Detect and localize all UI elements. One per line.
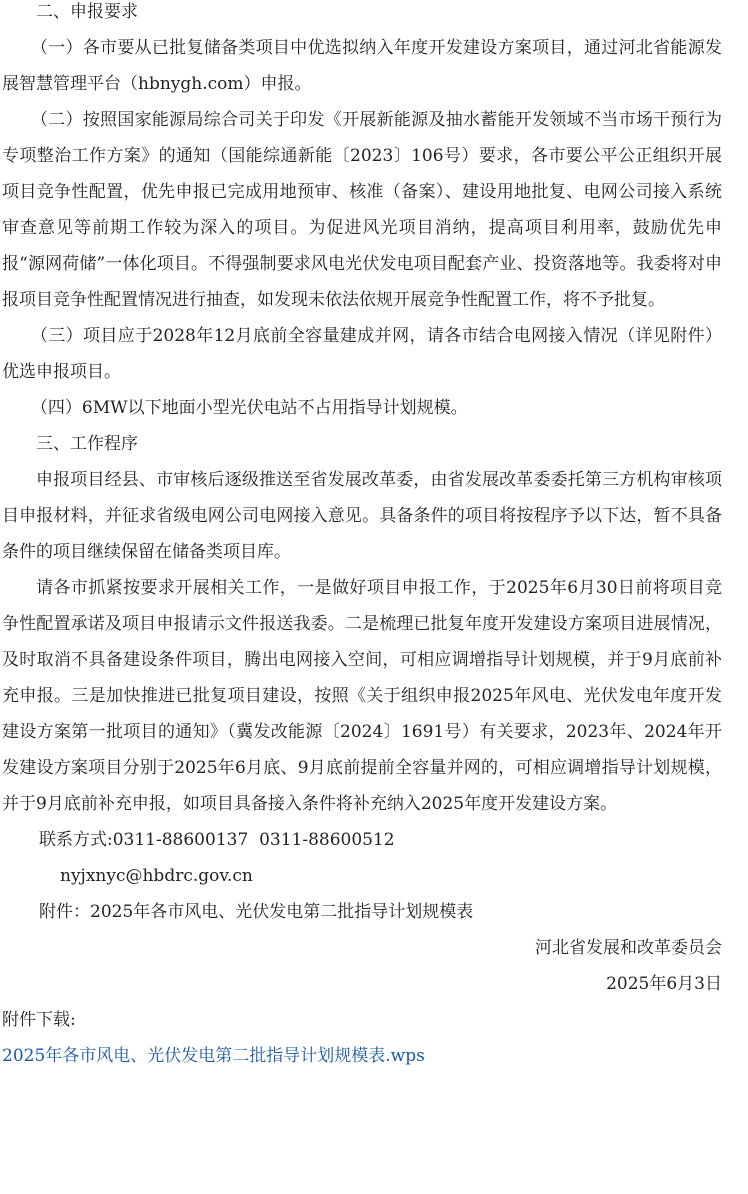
attachment-download-row — [2, 1038, 722, 1074]
section-heading-procedure: 三、工作程序 — [36, 434, 138, 454]
procedure-paragraph-1: 申报项目经县、市审核后逐级推送至省发展改革委，由省发展改革委委托第三方机构审核项目申报材料，并征求省级电网公司电网接入意见。具备条件的项目将按程序予以下达，暂不具备条件的项目继续保留在储备类项目库。 — [2, 470, 722, 562]
attachment-note: 附件：2025年各市风电、光伏发电第二批指导计划规模表 — [39, 902, 474, 922]
attachment-download-link[interactable]: 2025年各市风电、光伏发电第二批指导计划规模表.wps — [2, 1046, 425, 1066]
contact-email: nyjxnyc@hbdrc.gov.cn — [60, 866, 253, 886]
requirement-item-3: （三）项目应于2028年12月底前全容量建成并网，请各市结合电网接入情况（详见附件）优选申报项目。 — [2, 326, 722, 382]
contact-phone: 联系方式:0311-88600137 0311-88600512 — [39, 830, 395, 850]
requirement-item-4: （四）6MW以下地面小型光伏电站不占用指导计划规模。 — [30, 398, 468, 418]
section-heading-requirements: 二、申报要求 — [36, 2, 138, 22]
issue-date: 2025年6月3日 — [606, 974, 722, 994]
requirement-item-1: （一）各市要从已批复储备类项目中优选拟纳入年度开发建设方案项目，通过河北省能源发展智慧管理平台（hbnygh.com）申报。 — [2, 38, 722, 94]
procedure-paragraph-2: 请各市抓紧按要求开展相关工作，一是做好项目申报工作，于2025年6月30日前将项目竞争性配置承诺及项目申报请示文件报送我委。二是梳理已批复年度开发建设方案项目进展情况，及时取消不具备建设条件项目，腾出电网接入空间，可相应调增指导计划规模，并于9月底前补充申报。三是加快推进已批复项目建设，按照《关于组织申报2025年风电、光伏发电年度开发建设方案第一批项目的通知》（冀发改能源〔2024〕1691号）有关要求，2023年、2024年开发建设方案项目分别于2025年6月底、9月底前提前全容量并网的，可相应调增指导计划规模，并于9月底前补充申报，如项目具备接入条件将补充纳入2025年度开发建设方案。 — [2, 578, 722, 814]
attachment-download-label: 附件下载: — [2, 1010, 76, 1030]
requirement-item-2: （二）按照国家能源局综合司关于印发《开展新能源及抽水蓄能开发领域不当市场干预行为专项整治工作方案》的通知（国能综通新能〔2023〕106号）要求，各市要公平公正组织开展项目竞争性配置，优先申报已完成用地预审、核准（备案）、建设用地批复、电网公司接入系统审查意见等前期工作较为深入的项目。为促进风光项目消纳，提高项目利用率，鼓励优先申报“源网荷储”一体化项目。不得强制要求风电光伏发电项目配套产业、投资落地等。我委将对申报项目竞争性配置情况进行抽查，如发现未依法依规开展竞争性配置工作，将不予批复。 — [2, 110, 722, 310]
issuing-organization: 河北省发展和改革委员会 — [535, 938, 722, 958]
